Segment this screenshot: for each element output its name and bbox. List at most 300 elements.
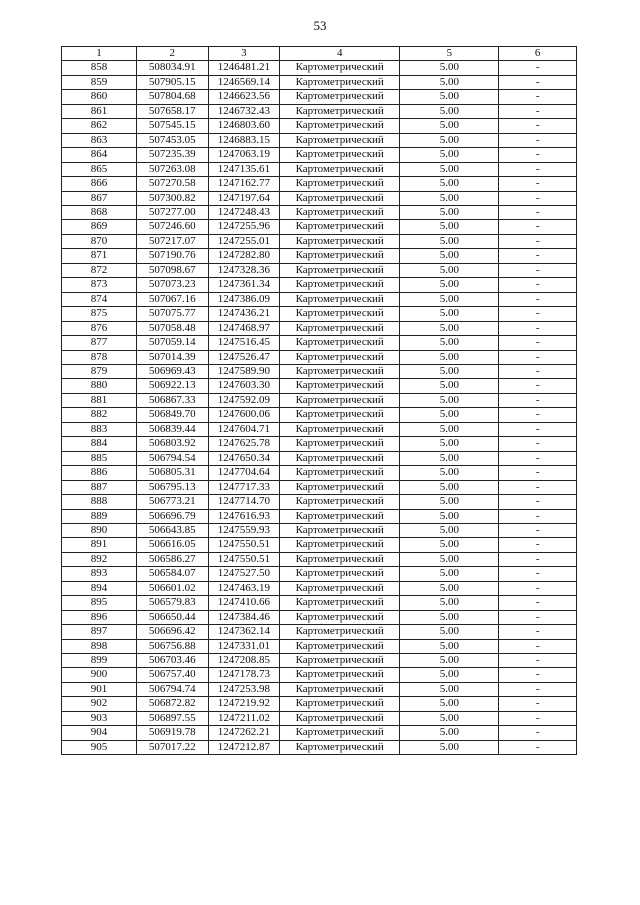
point-number-cell: 888	[62, 495, 137, 509]
point-number-cell: 902	[62, 697, 137, 711]
y-coordinate-cell: 1246732.43	[208, 104, 279, 118]
table-row	[62, 654, 577, 668]
table-row	[62, 523, 577, 537]
x-coordinate-cell: 507246.60	[136, 220, 208, 234]
x-coordinate-cell: 506805.31	[136, 466, 208, 480]
note-cell: -	[499, 234, 577, 248]
accuracy-cell: 5.00	[400, 581, 499, 595]
y-coordinate-cell: 1247550.51	[208, 552, 279, 566]
table-row	[62, 307, 577, 321]
table-row	[62, 422, 577, 436]
table-row	[62, 509, 577, 523]
y-coordinate-cell: 1247410.66	[208, 596, 279, 610]
y-coordinate-cell: 1247650.34	[208, 451, 279, 465]
point-number-cell: 875	[62, 307, 137, 321]
point-number-cell: 868	[62, 205, 137, 219]
y-coordinate-cell: 1247550.51	[208, 538, 279, 552]
point-number-cell: 877	[62, 336, 137, 350]
point-number-cell: 874	[62, 292, 137, 306]
method-cell: Картометрический	[280, 75, 400, 89]
method-cell: Картометрический	[280, 234, 400, 248]
x-coordinate-cell: 507658.17	[136, 104, 208, 118]
note-cell: -	[499, 191, 577, 205]
note-cell: -	[499, 711, 577, 725]
method-cell: Картометрический	[280, 495, 400, 509]
x-coordinate-cell: 506643.85	[136, 523, 208, 537]
accuracy-cell: 5.00	[400, 682, 499, 696]
table-row	[62, 393, 577, 407]
note-cell: -	[499, 393, 577, 407]
accuracy-cell: 5.00	[400, 292, 499, 306]
y-coordinate-cell: 1247211.02	[208, 711, 279, 725]
y-coordinate-cell: 1247162.77	[208, 177, 279, 191]
point-number-cell: 864	[62, 148, 137, 162]
y-coordinate-cell: 1247178.73	[208, 668, 279, 682]
x-coordinate-cell: 506897.55	[136, 711, 208, 725]
table-header	[62, 47, 577, 61]
x-coordinate-cell: 507300.82	[136, 191, 208, 205]
accuracy-cell: 5.00	[400, 495, 499, 509]
y-coordinate-cell: 1247704.64	[208, 466, 279, 480]
point-number-cell: 873	[62, 278, 137, 292]
x-coordinate-cell: 506601.02	[136, 581, 208, 595]
table-row	[62, 581, 577, 595]
y-coordinate-cell: 1247714.70	[208, 495, 279, 509]
accuracy-cell: 5.00	[400, 278, 499, 292]
point-number-cell: 897	[62, 625, 137, 639]
note-cell: -	[499, 581, 577, 595]
method-cell: Картометрический	[280, 119, 400, 133]
x-coordinate-cell: 506703.46	[136, 654, 208, 668]
x-coordinate-cell: 506616.05	[136, 538, 208, 552]
method-cell: Картометрический	[280, 509, 400, 523]
accuracy-cell: 5.00	[400, 625, 499, 639]
point-number-cell: 903	[62, 711, 137, 725]
point-number-cell: 886	[62, 466, 137, 480]
x-coordinate-cell: 506696.42	[136, 625, 208, 639]
accuracy-cell: 5.00	[400, 307, 499, 321]
y-coordinate-cell: 1247362.14	[208, 625, 279, 639]
x-coordinate-cell: 507067.16	[136, 292, 208, 306]
note-cell: -	[499, 552, 577, 566]
table-row	[62, 104, 577, 118]
table-row	[62, 596, 577, 610]
accuracy-cell: 5.00	[400, 90, 499, 104]
table-row	[62, 350, 577, 364]
note-cell: -	[499, 350, 577, 364]
method-cell: Картометрический	[280, 393, 400, 407]
y-coordinate-cell: 1247135.61	[208, 162, 279, 176]
x-coordinate-cell: 507014.39	[136, 350, 208, 364]
x-coordinate-cell: 506757.40	[136, 668, 208, 682]
point-number-cell: 872	[62, 263, 137, 277]
method-cell: Картометрический	[280, 336, 400, 350]
accuracy-cell: 5.00	[400, 596, 499, 610]
x-coordinate-cell: 506773.21	[136, 495, 208, 509]
note-cell: -	[499, 278, 577, 292]
table-row	[62, 364, 577, 378]
table-row	[62, 75, 577, 89]
table-row	[62, 711, 577, 725]
point-number-cell: 889	[62, 509, 137, 523]
method-cell: Картометрический	[280, 422, 400, 436]
table-row	[62, 625, 577, 639]
table-row	[62, 119, 577, 133]
header-row	[62, 47, 577, 61]
accuracy-cell: 5.00	[400, 75, 499, 89]
method-cell: Картометрический	[280, 668, 400, 682]
table-row	[62, 249, 577, 263]
y-coordinate-cell: 1247208.85	[208, 654, 279, 668]
table-row	[62, 552, 577, 566]
table-row	[62, 133, 577, 147]
note-cell: -	[499, 379, 577, 393]
method-cell: Картометрический	[280, 278, 400, 292]
accuracy-cell: 5.00	[400, 668, 499, 682]
note-cell: -	[499, 625, 577, 639]
method-cell: Картометрический	[280, 740, 400, 754]
x-coordinate-cell: 507235.39	[136, 148, 208, 162]
method-cell: Картометрический	[280, 466, 400, 480]
x-coordinate-cell: 506969.43	[136, 364, 208, 378]
accuracy-cell: 5.00	[400, 610, 499, 624]
point-number-cell: 893	[62, 567, 137, 581]
note-cell: -	[499, 639, 577, 653]
x-coordinate-cell: 506756.88	[136, 639, 208, 653]
accuracy-cell: 5.00	[400, 220, 499, 234]
table-row	[62, 408, 577, 422]
table-row	[62, 538, 577, 552]
note-cell: -	[499, 364, 577, 378]
method-cell: Картометрический	[280, 148, 400, 162]
note-cell: -	[499, 321, 577, 335]
accuracy-cell: 5.00	[400, 726, 499, 740]
method-cell: Картометрический	[280, 177, 400, 191]
accuracy-cell: 5.00	[400, 148, 499, 162]
table-row	[62, 740, 577, 754]
y-coordinate-cell: 1247384.46	[208, 610, 279, 624]
table-row	[62, 234, 577, 248]
note-cell: -	[499, 495, 577, 509]
y-coordinate-cell: 1247468.97	[208, 321, 279, 335]
table-row	[62, 220, 577, 234]
x-coordinate-cell: 507545.15	[136, 119, 208, 133]
x-coordinate-cell: 506849.70	[136, 408, 208, 422]
table-row	[62, 191, 577, 205]
note-cell: -	[499, 422, 577, 436]
point-number-cell: 879	[62, 364, 137, 378]
y-coordinate-cell: 1247331.01	[208, 639, 279, 653]
method-cell: Картометрический	[280, 104, 400, 118]
note-cell: -	[499, 119, 577, 133]
x-coordinate-cell: 507075.77	[136, 307, 208, 321]
y-coordinate-cell: 1247282.80	[208, 249, 279, 263]
point-number-cell: 880	[62, 379, 137, 393]
method-cell: Картометрический	[280, 90, 400, 104]
table-row	[62, 639, 577, 653]
table-row	[62, 437, 577, 451]
table-body	[62, 61, 577, 755]
point-number-cell: 887	[62, 480, 137, 494]
column-header-1: 1	[62, 47, 137, 61]
point-number-cell: 900	[62, 668, 137, 682]
method-cell: Картометрический	[280, 625, 400, 639]
table-row	[62, 177, 577, 191]
point-number-cell: 894	[62, 581, 137, 595]
x-coordinate-cell: 507270.58	[136, 177, 208, 191]
x-coordinate-cell: 507190.76	[136, 249, 208, 263]
table-row	[62, 466, 577, 480]
method-cell: Картометрический	[280, 162, 400, 176]
y-coordinate-cell: 1247625.78	[208, 437, 279, 451]
note-cell: -	[499, 75, 577, 89]
note-cell: -	[499, 523, 577, 537]
method-cell: Картометрический	[280, 639, 400, 653]
page-number: 53	[313, 18, 327, 33]
point-number-cell: 876	[62, 321, 137, 335]
note-cell: -	[499, 682, 577, 696]
method-cell: Картометрический	[280, 726, 400, 740]
method-cell: Картометрический	[280, 567, 400, 581]
point-number-cell: 860	[62, 90, 137, 104]
method-cell: Картометрический	[280, 205, 400, 219]
accuracy-cell: 5.00	[400, 437, 499, 451]
y-coordinate-cell: 1247386.09	[208, 292, 279, 306]
method-cell: Картометрический	[280, 321, 400, 335]
y-coordinate-cell: 1247463.19	[208, 581, 279, 595]
y-coordinate-cell: 1247328.36	[208, 263, 279, 277]
x-coordinate-cell: 506919.78	[136, 726, 208, 740]
y-coordinate-cell: 1246803.60	[208, 119, 279, 133]
point-number-cell: 861	[62, 104, 137, 118]
note-cell: -	[499, 205, 577, 219]
point-number-cell: 899	[62, 654, 137, 668]
note-cell: -	[499, 567, 577, 581]
method-cell: Картометрический	[280, 249, 400, 263]
accuracy-cell: 5.00	[400, 234, 499, 248]
note-cell: -	[499, 654, 577, 668]
accuracy-cell: 5.00	[400, 379, 499, 393]
table-row	[62, 263, 577, 277]
y-coordinate-cell: 1247589.90	[208, 364, 279, 378]
y-coordinate-cell: 1247248.43	[208, 205, 279, 219]
column-header-5: 5	[400, 47, 499, 61]
note-cell: -	[499, 148, 577, 162]
note-cell: -	[499, 90, 577, 104]
y-coordinate-cell: 1247262.21	[208, 726, 279, 740]
x-coordinate-cell: 506794.74	[136, 682, 208, 696]
x-coordinate-cell: 507017.22	[136, 740, 208, 754]
method-cell: Картометрический	[280, 307, 400, 321]
point-number-cell: 901	[62, 682, 137, 696]
x-coordinate-cell: 506584.07	[136, 567, 208, 581]
table-row	[62, 61, 577, 75]
x-coordinate-cell: 508034.91	[136, 61, 208, 75]
y-coordinate-cell: 1247559.93	[208, 523, 279, 537]
accuracy-cell: 5.00	[400, 119, 499, 133]
x-coordinate-cell: 506803.92	[136, 437, 208, 451]
method-cell: Картометрический	[280, 61, 400, 75]
x-coordinate-cell: 506794.54	[136, 451, 208, 465]
y-coordinate-cell: 1247255.01	[208, 234, 279, 248]
x-coordinate-cell: 507263.08	[136, 162, 208, 176]
y-coordinate-cell: 1247361.34	[208, 278, 279, 292]
table-row	[62, 379, 577, 393]
x-coordinate-cell: 507217.07	[136, 234, 208, 248]
accuracy-cell: 5.00	[400, 480, 499, 494]
y-coordinate-cell: 1247526.47	[208, 350, 279, 364]
x-coordinate-cell: 507073.23	[136, 278, 208, 292]
note-cell: -	[499, 610, 577, 624]
note-cell: -	[499, 61, 577, 75]
accuracy-cell: 5.00	[400, 364, 499, 378]
accuracy-cell: 5.00	[400, 336, 499, 350]
column-header-2: 2	[136, 47, 208, 61]
x-coordinate-cell: 507098.67	[136, 263, 208, 277]
point-number-cell: 858	[62, 61, 137, 75]
accuracy-cell: 5.00	[400, 133, 499, 147]
point-number-cell: 892	[62, 552, 137, 566]
y-coordinate-cell: 1247516.45	[208, 336, 279, 350]
method-cell: Картометрический	[280, 379, 400, 393]
accuracy-cell: 5.00	[400, 538, 499, 552]
y-coordinate-cell: 1246883.15	[208, 133, 279, 147]
point-number-cell: 863	[62, 133, 137, 147]
accuracy-cell: 5.00	[400, 422, 499, 436]
accuracy-cell: 5.00	[400, 711, 499, 725]
method-cell: Картометрический	[280, 682, 400, 696]
y-coordinate-cell: 1246569.14	[208, 75, 279, 89]
method-cell: Картометрический	[280, 610, 400, 624]
x-coordinate-cell: 506696.79	[136, 509, 208, 523]
point-number-cell: 904	[62, 726, 137, 740]
method-cell: Картометрический	[280, 538, 400, 552]
note-cell: -	[499, 220, 577, 234]
x-coordinate-cell: 506872.82	[136, 697, 208, 711]
accuracy-cell: 5.00	[400, 61, 499, 75]
table-row	[62, 278, 577, 292]
table-row	[62, 567, 577, 581]
y-coordinate-cell: 1247717.33	[208, 480, 279, 494]
method-cell: Картометрический	[280, 350, 400, 364]
y-coordinate-cell: 1247527.50	[208, 567, 279, 581]
accuracy-cell: 5.00	[400, 523, 499, 537]
accuracy-cell: 5.00	[400, 177, 499, 191]
note-cell: -	[499, 668, 577, 682]
point-number-cell: 881	[62, 393, 137, 407]
accuracy-cell: 5.00	[400, 321, 499, 335]
y-coordinate-cell: 1247219.92	[208, 697, 279, 711]
note-cell: -	[499, 697, 577, 711]
accuracy-cell: 5.00	[400, 104, 499, 118]
x-coordinate-cell: 507277.00	[136, 205, 208, 219]
y-coordinate-cell: 1247616.93	[208, 509, 279, 523]
point-number-cell: 878	[62, 350, 137, 364]
note-cell: -	[499, 466, 577, 480]
point-number-cell: 869	[62, 220, 137, 234]
table-row	[62, 668, 577, 682]
x-coordinate-cell: 506586.27	[136, 552, 208, 566]
accuracy-cell: 5.00	[400, 191, 499, 205]
point-number-cell: 862	[62, 119, 137, 133]
y-coordinate-cell: 1247603.30	[208, 379, 279, 393]
table-row	[62, 148, 577, 162]
point-number-cell: 898	[62, 639, 137, 653]
table-row	[62, 336, 577, 350]
y-coordinate-cell: 1247212.87	[208, 740, 279, 754]
x-coordinate-cell: 506867.33	[136, 393, 208, 407]
y-coordinate-cell: 1246481.21	[208, 61, 279, 75]
table-row	[62, 682, 577, 696]
method-cell: Картометрический	[280, 133, 400, 147]
accuracy-cell: 5.00	[400, 567, 499, 581]
method-cell: Картометрический	[280, 451, 400, 465]
note-cell: -	[499, 263, 577, 277]
table-row	[62, 451, 577, 465]
table-row	[62, 90, 577, 104]
x-coordinate-cell: 507804.68	[136, 90, 208, 104]
note-cell: -	[499, 307, 577, 321]
accuracy-cell: 5.00	[400, 697, 499, 711]
method-cell: Картометрический	[280, 654, 400, 668]
point-number-cell: 871	[62, 249, 137, 263]
accuracy-cell: 5.00	[400, 509, 499, 523]
y-coordinate-cell: 1247600.06	[208, 408, 279, 422]
point-number-cell: 883	[62, 422, 137, 436]
point-number-cell: 865	[62, 162, 137, 176]
y-coordinate-cell: 1247255.96	[208, 220, 279, 234]
accuracy-cell: 5.00	[400, 408, 499, 422]
x-coordinate-cell: 506839.44	[136, 422, 208, 436]
note-cell: -	[499, 162, 577, 176]
note-cell: -	[499, 740, 577, 754]
accuracy-cell: 5.00	[400, 552, 499, 566]
point-number-cell: 890	[62, 523, 137, 537]
accuracy-cell: 5.00	[400, 249, 499, 263]
y-coordinate-cell: 1247063.19	[208, 148, 279, 162]
table-row	[62, 610, 577, 624]
y-coordinate-cell: 1246623.56	[208, 90, 279, 104]
accuracy-cell: 5.00	[400, 639, 499, 653]
note-cell: -	[499, 509, 577, 523]
table-row	[62, 205, 577, 219]
y-coordinate-cell: 1247592.09	[208, 393, 279, 407]
coordinates-table	[61, 46, 577, 755]
method-cell: Картометрический	[280, 711, 400, 725]
note-cell: -	[499, 336, 577, 350]
note-cell: -	[499, 726, 577, 740]
method-cell: Картометрический	[280, 437, 400, 451]
note-cell: -	[499, 451, 577, 465]
x-coordinate-cell: 507059.14	[136, 336, 208, 350]
table-row	[62, 292, 577, 306]
point-number-cell: 891	[62, 538, 137, 552]
point-number-cell: 895	[62, 596, 137, 610]
point-number-cell: 882	[62, 408, 137, 422]
accuracy-cell: 5.00	[400, 451, 499, 465]
y-coordinate-cell: 1247436.21	[208, 307, 279, 321]
note-cell: -	[499, 104, 577, 118]
accuracy-cell: 5.00	[400, 654, 499, 668]
accuracy-cell: 5.00	[400, 263, 499, 277]
x-coordinate-cell: 507453.05	[136, 133, 208, 147]
y-coordinate-cell: 1247253.98	[208, 682, 279, 696]
point-number-cell: 859	[62, 75, 137, 89]
method-cell: Картометрический	[280, 697, 400, 711]
method-cell: Картометрический	[280, 292, 400, 306]
note-cell: -	[499, 249, 577, 263]
note-cell: -	[499, 596, 577, 610]
